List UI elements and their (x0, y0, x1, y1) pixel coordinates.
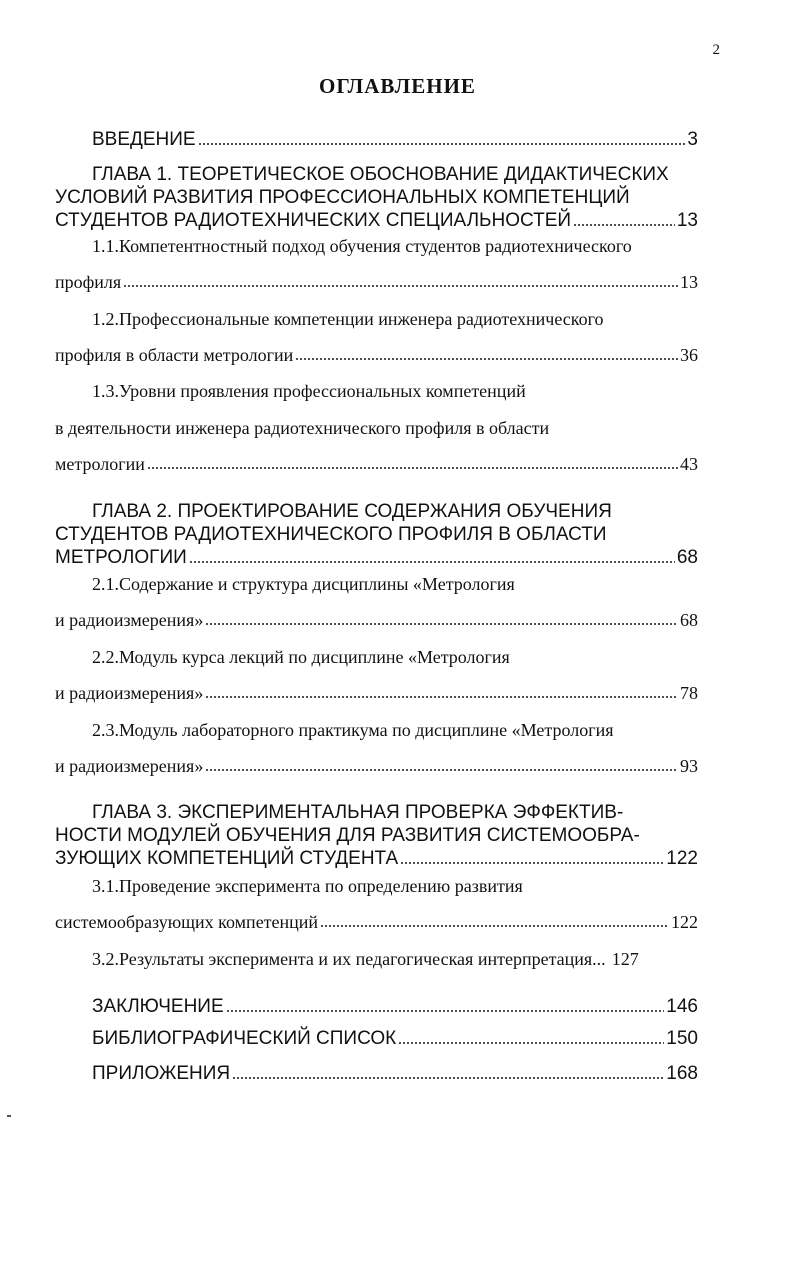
leader-dots (189, 558, 675, 564)
toc-page-number: 150 (666, 1028, 698, 1049)
chapter-1-title-line-1: ГЛАВА 1. ТЕОРЕТИЧЕСКОЕ ОБОСНОВАНИЕ ДИДАКТИЧЕСКИХ (92, 164, 669, 185)
toc-page-number: 146 (666, 996, 698, 1017)
section-1-2-line-1: 1.2.Профессиональные компетенции инженера радиотехнического (92, 309, 604, 329)
leader-dots (226, 1007, 665, 1013)
toc-entry-label: ПРИЛОЖЕНИЯ (92, 1063, 231, 1084)
toc-entry-label: ВВЕДЕНИЕ (92, 129, 196, 150)
toc-entry-chapter-2[interactable] (55, 546, 698, 569)
section-2-1-line-1: 2.1.Содержание и структура дисциплины «Метрология (92, 574, 515, 594)
toc-page-number: 36 (680, 345, 698, 365)
chapter-1-title-line-2: УСЛОВИЙ РАЗВИТИЯ ПРОФЕССИОНАЛЬНЫХ КОМПЕТЕНЦИЙ (55, 187, 630, 208)
toc-entry-section-1-1[interactable] (55, 272, 698, 293)
leader-dots (205, 620, 678, 626)
leader-dots (573, 221, 675, 227)
leader-dots (295, 355, 678, 361)
toc-entry-label: БИБЛИОГРАФИЧЕСКИЙ СПИСОК (92, 1028, 397, 1049)
toc-page-number: 78 (680, 683, 698, 703)
page-number: 2 (712, 42, 720, 58)
chapter-2-title-line-2: СТУДЕНТОВ РАДИОТЕХНИЧЕСКОГО ПРОФИЛЯ В ОБЛАСТИ (55, 524, 607, 545)
toc-entry-bibliography[interactable] (92, 1027, 698, 1050)
toc-page-number: 127 (611, 949, 639, 969)
toc-entry-section-1-3[interactable] (55, 454, 698, 475)
chapter-1-title-line-3: СТУДЕНТОВ РАДИОТЕХНИЧЕСКИХ СПЕЦИАЛЬНОСТЕЙ (55, 210, 572, 231)
toc-entry-conclusion[interactable] (92, 995, 698, 1018)
section-2-3-line-1: 2.3.Модуль лабораторного практикума по дисциплине «Метрология (92, 720, 614, 740)
toc-entry-label: ЗАКЛЮЧЕНИЕ (92, 996, 224, 1017)
toc-page-number: 68 (676, 547, 698, 568)
chapter-3-title-line-1: ГЛАВА 3. ЭКСПЕРИМЕНТАЛЬНАЯ ПРОВЕРКА ЭФФЕКТИВ- (92, 802, 624, 823)
toc-page-number: 13 (680, 272, 698, 292)
chapter-3-title-line-3: ЗУЮЩИХ КОМПЕТЕНЦИЙ СТУДЕНТА (55, 848, 399, 869)
toc-page-number: 13 (676, 210, 698, 231)
scan-mark (7, 1115, 11, 1117)
section-2-3-line-2: и радиоизмерения» (55, 756, 204, 776)
leader-dots (147, 464, 678, 470)
section-1-3-line-2: в деятельности инженера радиотехнического профиля в области (55, 418, 550, 438)
leader-dots (205, 766, 678, 772)
section-3-2-label: 3.2.Результаты эксперимента и их педагогическая интерпретация... (92, 949, 606, 969)
section-3-1-line-2: системообразующих компетенций (55, 912, 319, 932)
chapter-2-title-line-3: МЕТРОЛОГИИ (55, 547, 187, 568)
section-1-3-line-3: метрологии (55, 454, 145, 474)
toc-entry-section-3-2[interactable] (92, 949, 698, 970)
toc-entry-chapter-3[interactable] (55, 847, 698, 870)
section-2-1-line-2: и радиоизмерения» (55, 610, 204, 630)
section-3-1-line-1: 3.1.Проведение эксперимента по определению развития (92, 876, 523, 896)
section-1-3-line-1: 1.3.Уровни проявления профессиональных компетенций (92, 381, 526, 401)
toc-entry-section-1-2[interactable] (55, 345, 698, 366)
section-1-2-line-2: профиля в области метрологии (55, 345, 294, 365)
toc-entry-intro[interactable] (92, 128, 698, 151)
toc-page-number: 122 (671, 912, 698, 932)
toc-entry-chapter-1[interactable] (55, 209, 698, 232)
toc-entry-appendices[interactable] (92, 1062, 698, 1085)
leader-dots (198, 140, 686, 146)
section-1-1-line-1: 1.1.Компетентностный подход обучения студентов радиотехнического (92, 236, 632, 256)
leader-dots (232, 1074, 664, 1080)
section-2-2-line-1: 2.2.Модуль курса лекций по дисциплине «Метрология (92, 647, 510, 667)
toc-page-number: 93 (680, 756, 698, 776)
toc-page-number: 68 (680, 610, 698, 630)
toc-page-number: 43 (680, 454, 698, 474)
chapter-3-title-line-2: НОСТИ МОДУЛЕЙ ОБУЧЕНИЯ ДЛЯ РАЗВИТИЯ СИСТЕМООБРА- (55, 825, 640, 846)
leader-dots (398, 1039, 664, 1045)
leader-dots (400, 859, 664, 865)
toc-page-number: 122 (666, 848, 698, 869)
toc-entry-section-3-1[interactable] (55, 912, 698, 933)
leader-dots (320, 922, 669, 928)
section-2-2-line-2: и радиоизмерения» (55, 683, 204, 703)
leader-dots (123, 282, 678, 288)
toc-entry-section-2-1[interactable] (55, 610, 698, 631)
chapter-2-title-line-1: ГЛАВА 2. ПРОЕКТИРОВАНИЕ СОДЕРЖАНИЯ ОБУЧЕНИЯ (92, 501, 612, 522)
page-title: ОГЛАВЛЕНИЕ (319, 74, 476, 98)
leader-dots (205, 693, 678, 699)
toc-page-number: 168 (666, 1063, 698, 1084)
toc-entry-section-2-2[interactable] (55, 683, 698, 704)
section-1-1-line-2: профиля (55, 272, 122, 292)
toc-page-number: 3 (687, 129, 698, 150)
toc-entry-section-2-3[interactable] (55, 756, 698, 777)
